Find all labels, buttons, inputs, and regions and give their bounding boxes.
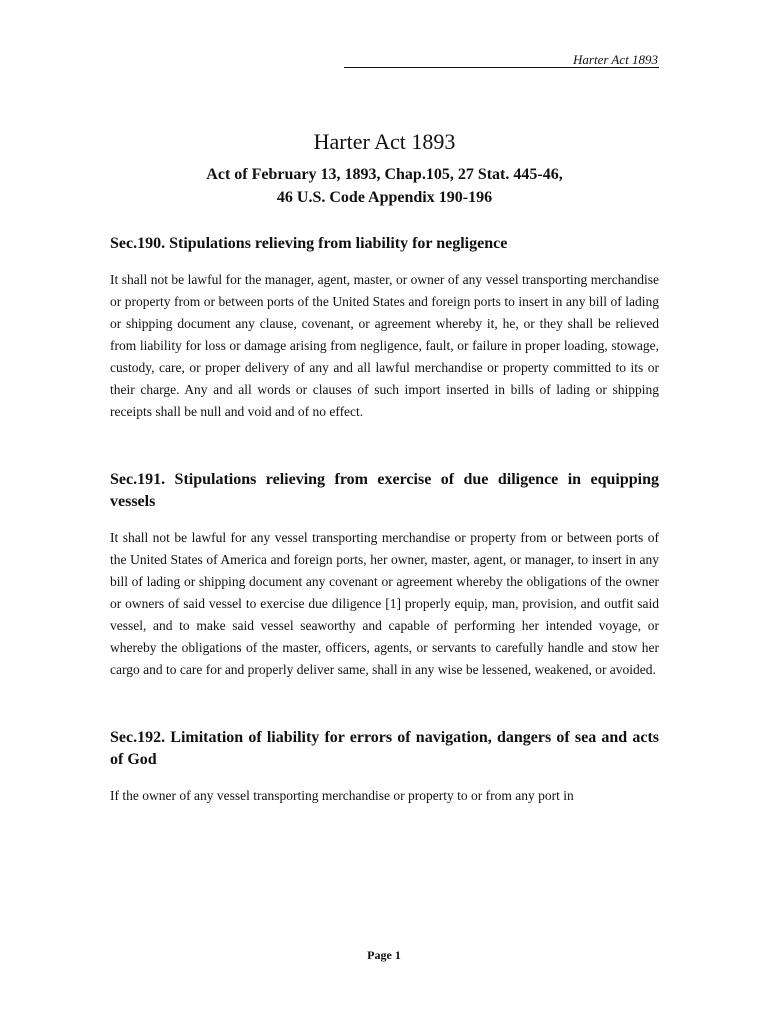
section-body-192: If the owner of any vessel transporting merchandise or property to or from any port in [110,787,574,803]
section-heading-192: Sec.192. Limitation of liability for errors of navigation, dangers of sea and acts of God [110,728,659,768]
running-header: Harter Act 1893 [573,52,658,67]
page-number: Page 1 [367,948,401,962]
section-body-191: It shall not be lawful for any vessel transporting merchandise or property from or between ports of the United States of America and foreign ports, her owner, master, agent, or manager, to insert in any bill of lading or shipping document any covenant or agreement whereby the obligations of the owner or owners of said vessel to exercise due diligence [1] properly equip, man, provision, and outfit said vessel, and to make said vessel seaworthy and capable of performing her intended voyage, or whereby the obligations of the master, officers, agents, or servants to carefully handle and stow her cargo and to care for and properly deliver same, shall in any wise be lessened, weakened, or avoided. [110,529,659,677]
document-subtitle [110,163,659,209]
section-heading-191: Sec.191. Stipulations relieving from exercise of due diligence in equipping vessels [110,470,659,510]
subtitle-line-2: 46 U.S. Code Appendix 190-196 [276,188,493,206]
document-content [110,128,659,807]
section-heading-190: Sec.190. Stipulations relieving from liability for negligence [110,234,508,252]
document-title: Harter Act 1893 [313,129,456,154]
section-body-190: It shall not be lawful for the manager, agent, master, or owner of any vessel transporting merchandise or property from or between ports of the United States and foreign ports to insert in any bill of lading or shipping document any clause, covenant, or agreement whereby it, he, or they shall be relieved from liability for loss or damage arising from negligence, fault, or failure in proper loading, stowage, custody, care, or proper delivery of any and all lawful merchandise or property committed to its or their charge. Any and all words or clauses of such import inserted in bills of lading or shipping receipts shall be null and void and of no effect. [110,271,659,419]
subtitle-line-1: Act of February 13, 1893, Chap.105, 27 Stat. 445-46, [206,165,563,183]
header-rule [344,67,659,68]
